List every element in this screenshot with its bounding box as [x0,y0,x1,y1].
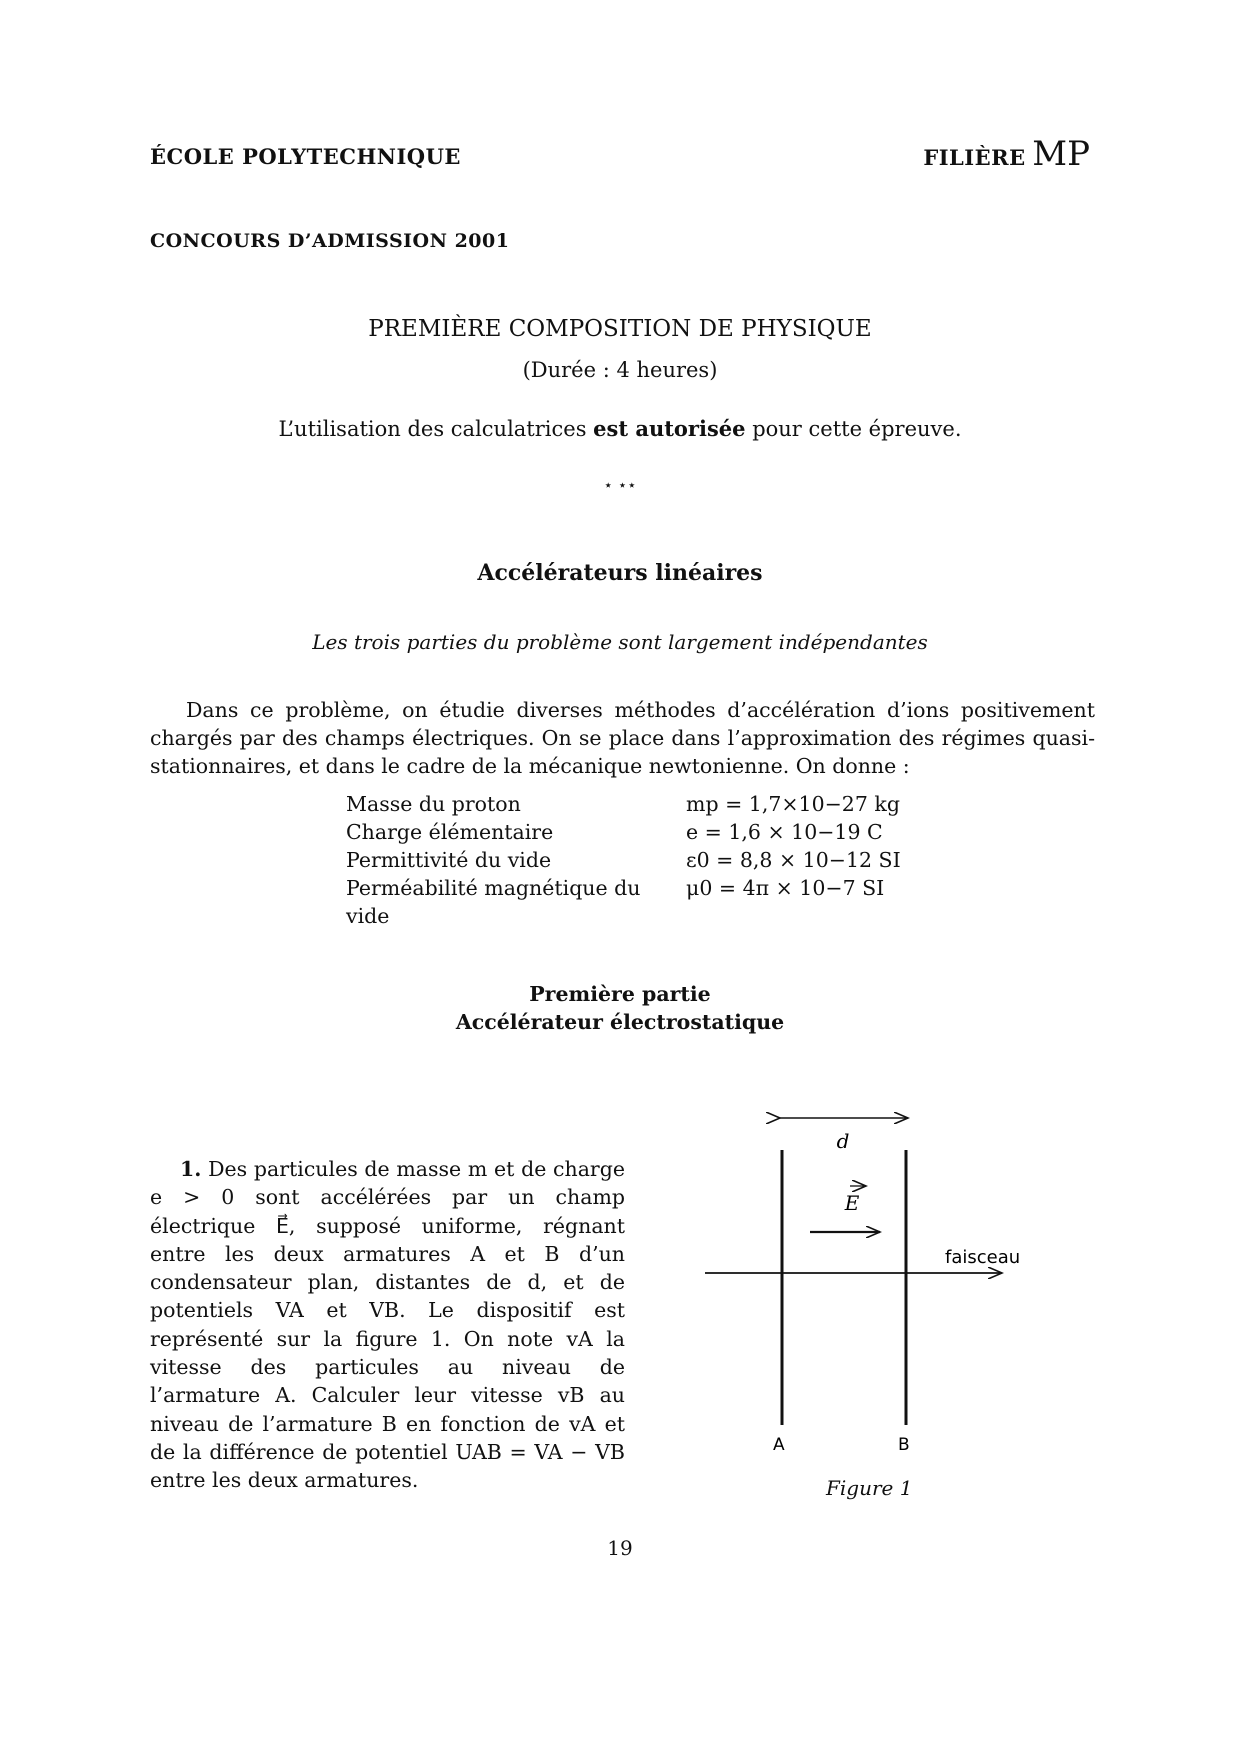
problem-title: Accélérateurs linéaires [477,560,763,586]
label-A: A [773,1435,785,1455]
intro-paragraph: Dans ce problème, on étudie diverses méthodes d’accélération d’ions positivement chargés par des champs électriques. On se place dans l’approximation des régimes quasi-stationnaires, et dans le cadre de la mécanique newtonienne. On donne : [150,698,1095,778]
constant-row [346,846,901,874]
label-E: E [844,1191,860,1215]
constant-row [346,874,901,930]
calculator-note [0,416,1240,441]
constant-label: Masse du proton [346,792,521,816]
filiere [923,134,1090,174]
calc-bold: est autorisée [593,416,746,441]
constant-row [346,790,901,818]
school-name: ÉCOLE POLYTECHNIQUE [150,144,461,169]
stars-separator: ⋆ ⋆⋆ [603,476,637,494]
composition-title: PREMIÈRE COMPOSITION DE PHYSIQUE [368,316,872,342]
calc-before: L’utilisation des calculatrices [278,417,594,441]
constant-value: e = 1,6 × 10−19 C [686,820,883,844]
duration: (Durée : 4 heures) [522,358,718,382]
calc-after: pour cette épreuve. [745,417,962,441]
question-1 [150,1155,625,1495]
constant-label: Charge élémentaire [346,820,554,844]
part-title: Accélérateur électrostatique [455,1010,785,1034]
label-B: B [898,1435,910,1455]
label-d: d [836,1129,850,1153]
problem-subtitle: Les trois parties du problème sont largement indépendantes [312,630,928,654]
question-text: Des particules de masse m et de charge e > 0 sont accélérées par un champ électrique E⃗, supposé uniforme, régnant entre les deux armatures A et B d’un condensateur plan, distantes de d, et de potentiels VA et VB. Le dispositif est représenté sur la figure 1. On note vA la vitesse des particules au niveau de l’armature A. Calculer leur vitesse vB au niveau de l’armature B en fonction de vA et de la différence de potentiel UAB = VA − VB entre les deux armatures. [150,1157,625,1493]
filiere-value: MP [1032,134,1090,174]
constant-value: mp = 1,7×10−27 kg [686,792,900,816]
page-number: 19 [607,1536,633,1560]
question-number: 1. [180,1157,202,1181]
constant-value: ε0 = 8,8 × 10−12 SI [686,848,901,872]
constant-value: μ0 = 4π × 10−7 SI [686,876,885,900]
constant-label: Perméabilité magnétique du vide [346,876,641,928]
filiere-label: FILIÈRE [923,145,1026,170]
figure-1-diagram [690,1090,1040,1460]
constants-table [346,790,901,930]
label-beam: faisceau [945,1247,1021,1268]
part-number: Première partie [529,982,711,1006]
constant-label: Permittivité du vide [346,848,552,872]
figure-caption: Figure 1 [826,1476,913,1500]
concours: CONCOURS D’ADMISSION 2001 [150,230,510,252]
constant-row [346,818,901,846]
